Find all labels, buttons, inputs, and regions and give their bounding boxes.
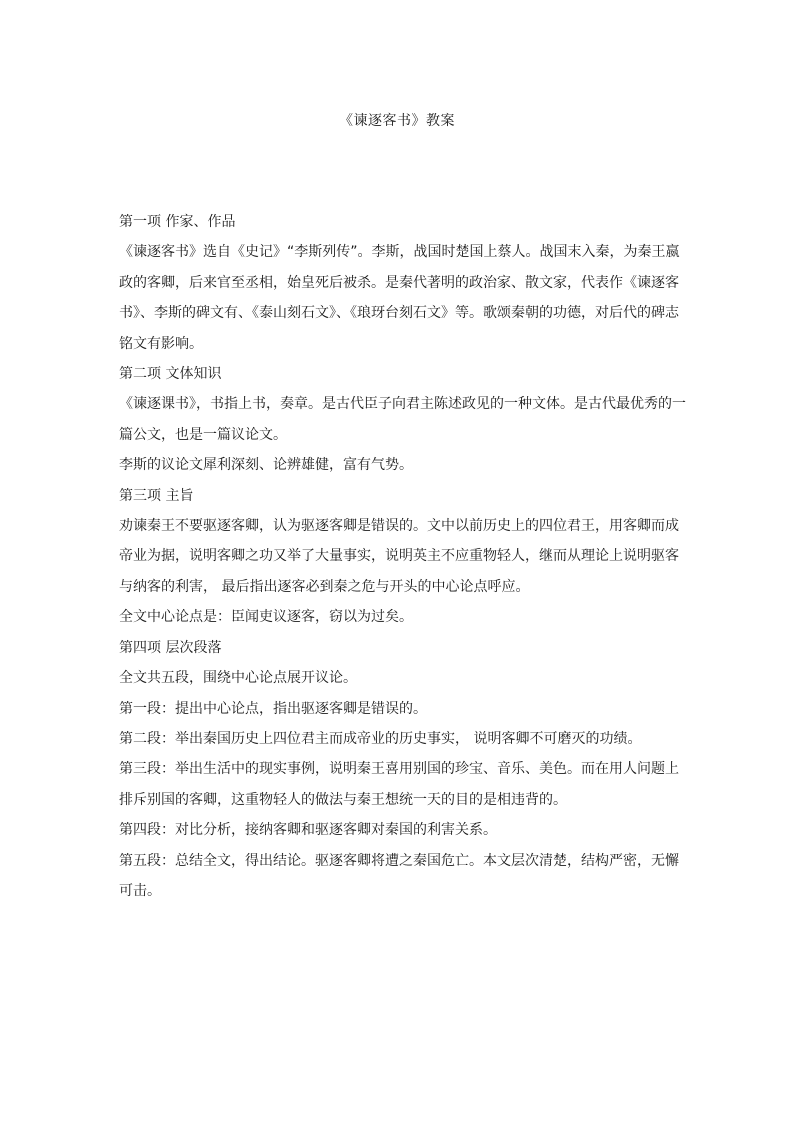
paragraph-part-2: 第二段：举出秦国历史上四位君主而成帝业的历史事实， 说明客卿不可磨灭的功绩。 bbox=[119, 730, 642, 747]
section-heading-4: 第四项 层次段落 bbox=[119, 639, 222, 656]
paragraph-style: 李斯的议论文犀利深刻、论辨雄健，富有气势。 bbox=[119, 457, 413, 474]
paragraph-theme: 劝谏秦王不要驱逐客卿，认为驱逐客卿是错误的。文中以前历史上的四位君王，用客卿而成帝业为据，说明客卿之功又举了大量事实，说明英主不应重物轻人，继而从理论上说明驱客与纳客的利害， 最后指出逐客必到秦之危与开头的中心论点呼应。 bbox=[119, 518, 679, 595]
paragraph-part-5: 第五段：总结全文，得出结论。驱逐客卿将遭之秦国危亡。本文层次清楚，结构严密，无懈可击。 bbox=[119, 852, 679, 899]
document-body bbox=[119, 207, 689, 906]
paragraph-structure-intro: 全文共五段，围绕中心论点展开议论。 bbox=[119, 670, 357, 687]
paragraph-author-work: 《谏逐客书》选自《史记》“李斯列传”。李斯，战国时楚国上蔡人。战国末入秦，为秦王嬴政的客卿，后来官至丞相，始皇死后被杀。是秦代著明的政治家、散文家，代表作《谏逐客书》、李斯的碑文有、《泰山刻石文》、《琅玡台刻石文》等。歌颂秦朝的功德，对后代的碑志铭文有影响。 bbox=[119, 244, 680, 352]
paragraph-part-1: 第一段：提出中心论点，指出驱逐客卿是错误的。 bbox=[119, 700, 427, 717]
paragraph-part-3: 第三段：举出生活中的现实事例，说明秦王喜用别国的珍宝、音乐、美色。而在用人问题上排斥别国的客卿，这重物轻人的做法与秦王想统一天的目的是相违背的。 bbox=[119, 761, 679, 808]
section-heading-3: 第三项 主旨 bbox=[119, 487, 194, 504]
section-heading-2: 第二项 文体知识 bbox=[119, 366, 222, 383]
paragraph-thesis: 全文中心论点是：臣闻吏议逐客，窃以为过矣。 bbox=[119, 609, 413, 626]
paragraph-genre: 《谏逐课书》，书指上书，奏章。是古代臣子向君主陈述政见的一种文体。是古代最优秀的一篇公文，也是一篇议论文。 bbox=[119, 396, 686, 443]
section-heading-1: 第一项 作家、作品 bbox=[119, 214, 236, 230]
paragraph-part-4: 第四段：对比分析，接纳客卿和驱逐客卿对秦国的利害关系。 bbox=[119, 822, 497, 839]
document-title: 《谏逐客书》教案 bbox=[339, 113, 455, 129]
